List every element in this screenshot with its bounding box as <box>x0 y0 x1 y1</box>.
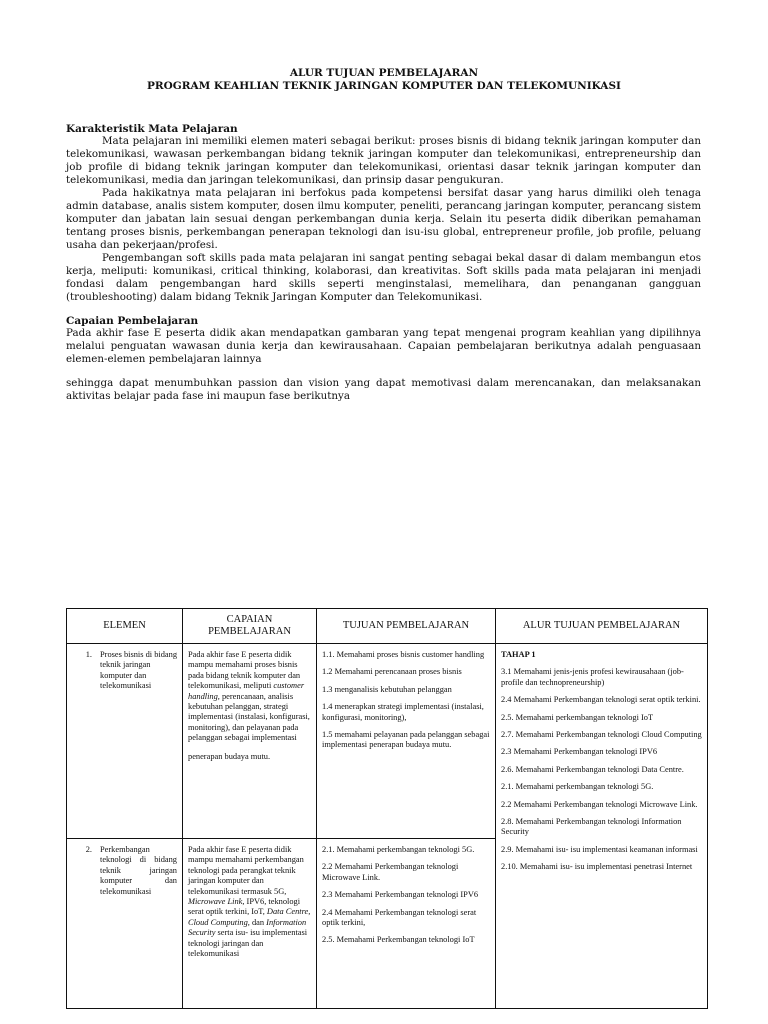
capaian-cell <box>183 839 317 1009</box>
capaian-text-extra: penerapan budaya mutu. <box>188 751 271 761</box>
capaian-emphasis: Cloud Computing <box>188 917 248 927</box>
alur-cell <box>496 644 708 1009</box>
capaian-paragraph-2: sehingga dapat menumbuhkan passion dan vision yang dapat memotivasi dalam merencanakan, dan melaksanakan aktivitas belajar pada fase ini maupun fase berikutnya <box>66 377 701 402</box>
header-elemen: ELEMEN <box>67 609 183 644</box>
alur-item: 2.4 Memahami Perkembangan teknologi serat optik terkini. <box>501 695 701 705</box>
elemen-number: 1. <box>85 650 92 659</box>
header-capaian-line1: CAPAIAN <box>226 614 273 625</box>
alur-item: 2.2 Memahami Perkembangan teknologi Microwave Link. <box>501 799 698 809</box>
alur-item: 2.7. Memahami Perkembangan teknologi Cloud Computing <box>501 730 702 740</box>
tujuan-item: 2.3 Memahami Perkembangan teknologi IPV6 <box>322 890 479 900</box>
alur-item: 2.8. Memahami Perkembangan teknologi Information Security <box>501 817 682 837</box>
capaian-text-part: Pada akhir fase E peserta didik mampu memahami perkembangan teknologi pada perangkat teknik jaringan komputer dan telekomunikasi termasuk 5G, <box>188 845 304 896</box>
tujuan-item: 2.1. Memahami perkembangan teknologi 5G. <box>322 845 475 854</box>
header-alur: ALUR TUJUAN PEMBELAJARAN <box>496 609 708 644</box>
capaian-text-part: serta isu- isu implementasi teknologi jaringan dan telekomunikasi <box>188 928 308 959</box>
elemen-number: 2. <box>85 845 92 854</box>
alur-item: 2.1. Memahami perkembangan teknologi 5G. <box>501 782 654 792</box>
header-capaian <box>183 609 317 644</box>
table-row <box>67 644 708 839</box>
capaian-text-part: , perencanaan, analisis kebutuhan pelanggan, strategi implementasi (instalasi, konfigurasi, monitoring), dan pelayanan pada pelanggan sebagai implementasi <box>188 691 310 743</box>
karakteristik-paragraph-1: Mata pelajaran ini memiliki elemen materi sebagai berikut: proses bisnis di bidang teknik jaringan komputer dan telekomunikasi, wawasan perkembangan bidang teknik jaringan komputer dan telekomunikasi, entrepreneurship dan job profile di bidang teknik jaringan komputer dan telekomunikasi, orientasi dasar teknik jaringan komputer dan telekomunikasi, media dan jaringan telekomunikasi, dan prinsip dasar pengukuran. <box>66 135 701 186</box>
tujuan-item: 2.5. Memahami Perkembangan teknologi IoT <box>322 935 475 945</box>
capaian-text-part: , IPV6, teknologi serat optik terkini, IoT, <box>188 897 301 917</box>
header-tujuan: TUJUAN PEMBELAJARAN <box>317 609 496 644</box>
capaian-text-part: , dan <box>247 917 265 927</box>
table-header-row <box>67 609 708 644</box>
tujuan-item: 2.2 Memahami Perkembangan teknologi Microwave Link. <box>322 862 459 882</box>
alur-item: 2.9. Memahami isu- isu implementasi keamanan informasi <box>501 844 698 854</box>
tujuan-cell <box>317 644 496 839</box>
capaian-heading: Capaian Pembelajaran <box>66 315 199 327</box>
capaian-text-part: Pada akhir fase E peserta didik mampu memahami proses bisnis pada bidang teknik komputer dan telekomunikasi, meliputi <box>188 650 301 691</box>
tujuan-item: 1.3 menganalisis kebutuhan pelanggan <box>322 684 452 694</box>
capaian-paragraph-1: Pada akhir fase E peserta didik akan mendapatkan gambaran yang tepat mengenai program keahlian yang dipilihnya melalui penguatan wawasan dunia kerja dan kewirausahaan. Capaian pembelajaran berikutnya adalah penguasaan elemen-elemen pembelajaran lainnya <box>66 327 701 365</box>
karakteristik-paragraph-3: Pengembangan soft skills pada mata pelajaran ini sangat penting sebagai bekal dasar di dalam membangun etos kerja, meliputi: komunikasi, critical thinking, kolaborasi, dan kreativitas. Soft skills pada mata pelajaran ini menjadi fondasi dalam pengembangan hard skills seperti menginstalasi, memelihara, dan penanganan gangguan (troubleshooting) dalam bidang Teknik Jaringan Komputer dan Telekomunikasi. <box>66 252 701 303</box>
alur-item: 2.6. Memahami Perkembangan teknologi Data Centre. <box>501 764 684 774</box>
tujuan-item: 1.1. Memahami proses bisnis customer handling <box>322 650 485 659</box>
alur-tujuan-table <box>66 608 708 1009</box>
karakteristik-paragraph-2: Pada hakikatnya mata pelajaran ini berfokus pada kompetensi bersifat dasar yang harus dimiliki oleh tenaga admin database, analis sistem komputer, dosen ilmu komputer, peneliti, perancang jaringan komputer, perancang sistem komputer dan jabatan lain sesuai dengan perkembangan dunia kerja. Selain itu peserta didik diberikan pemahaman tentang proses bisnis, perkembangan penerapan teknologi dan isu-isu global, entrepreneur profile, job profile, peluang usaha dan pekerjaan/profesi. <box>66 187 701 251</box>
capaian-emphasis: Information Security <box>188 917 307 938</box>
elemen-cell <box>67 644 183 839</box>
elemen-text: Proses bisnis di bidang teknik jaringan komputer dan telekomunikasi <box>100 650 178 691</box>
capaian-emphasis: Data Centre <box>266 907 309 917</box>
tujuan-item: 2.4 Memahami Perkembangan teknologi serat optik terkini, <box>322 907 477 928</box>
capaian-text-part: , <box>308 907 311 917</box>
tujuan-item: 1.4 menerapkan strategi implementasi (instalasi, konfigurasi, monitoring), <box>322 702 484 722</box>
capaian-emphasis: Microwave Link <box>188 897 243 907</box>
document-title: ALUR TUJUAN PEMBELAJARAN <box>289 67 479 79</box>
tujuan-item: 1.2 Memahami perencanaan proses bisnis <box>322 667 462 677</box>
tujuan-cell <box>317 839 496 1009</box>
karakteristik-heading: Karakteristik Mata Pelajaran <box>66 123 238 135</box>
elemen-cell <box>67 839 183 1009</box>
capaian-emphasis: customer handling <box>188 681 305 701</box>
document-subtitle: PROGRAM KEAHLIAN TEKNIK JARINGAN KOMPUTER DAN TELEKOMUNIKASI <box>147 80 621 92</box>
tujuan-item: 1.5 memahami pelayanan pada pelanggan sebagai implementasi penerapan budaya mutu. <box>322 730 490 750</box>
alur-item: 3.1 Memahami jenis-jenis profesi kewirausahaan (job-profile dan technopreneurship) <box>501 667 684 687</box>
capaian-cell <box>183 644 317 839</box>
alur-tahap-label: TAHAP 1 <box>501 650 536 659</box>
header-capaian-line2: PEMBELAJARAN <box>208 626 291 637</box>
alur-item: 2.10. Memahami isu- isu implementasi penetrasi Internet <box>501 862 693 872</box>
elemen-text: Perkembangan teknologi di bidang teknik jaringan komputer dan telekomunikasi <box>100 845 177 896</box>
alur-item: 2.5. Memahami perkembangan teknologi IoT <box>501 712 654 722</box>
alur-item: 2.3 Memahami Perkembangan teknologi IPV6 <box>501 747 658 757</box>
